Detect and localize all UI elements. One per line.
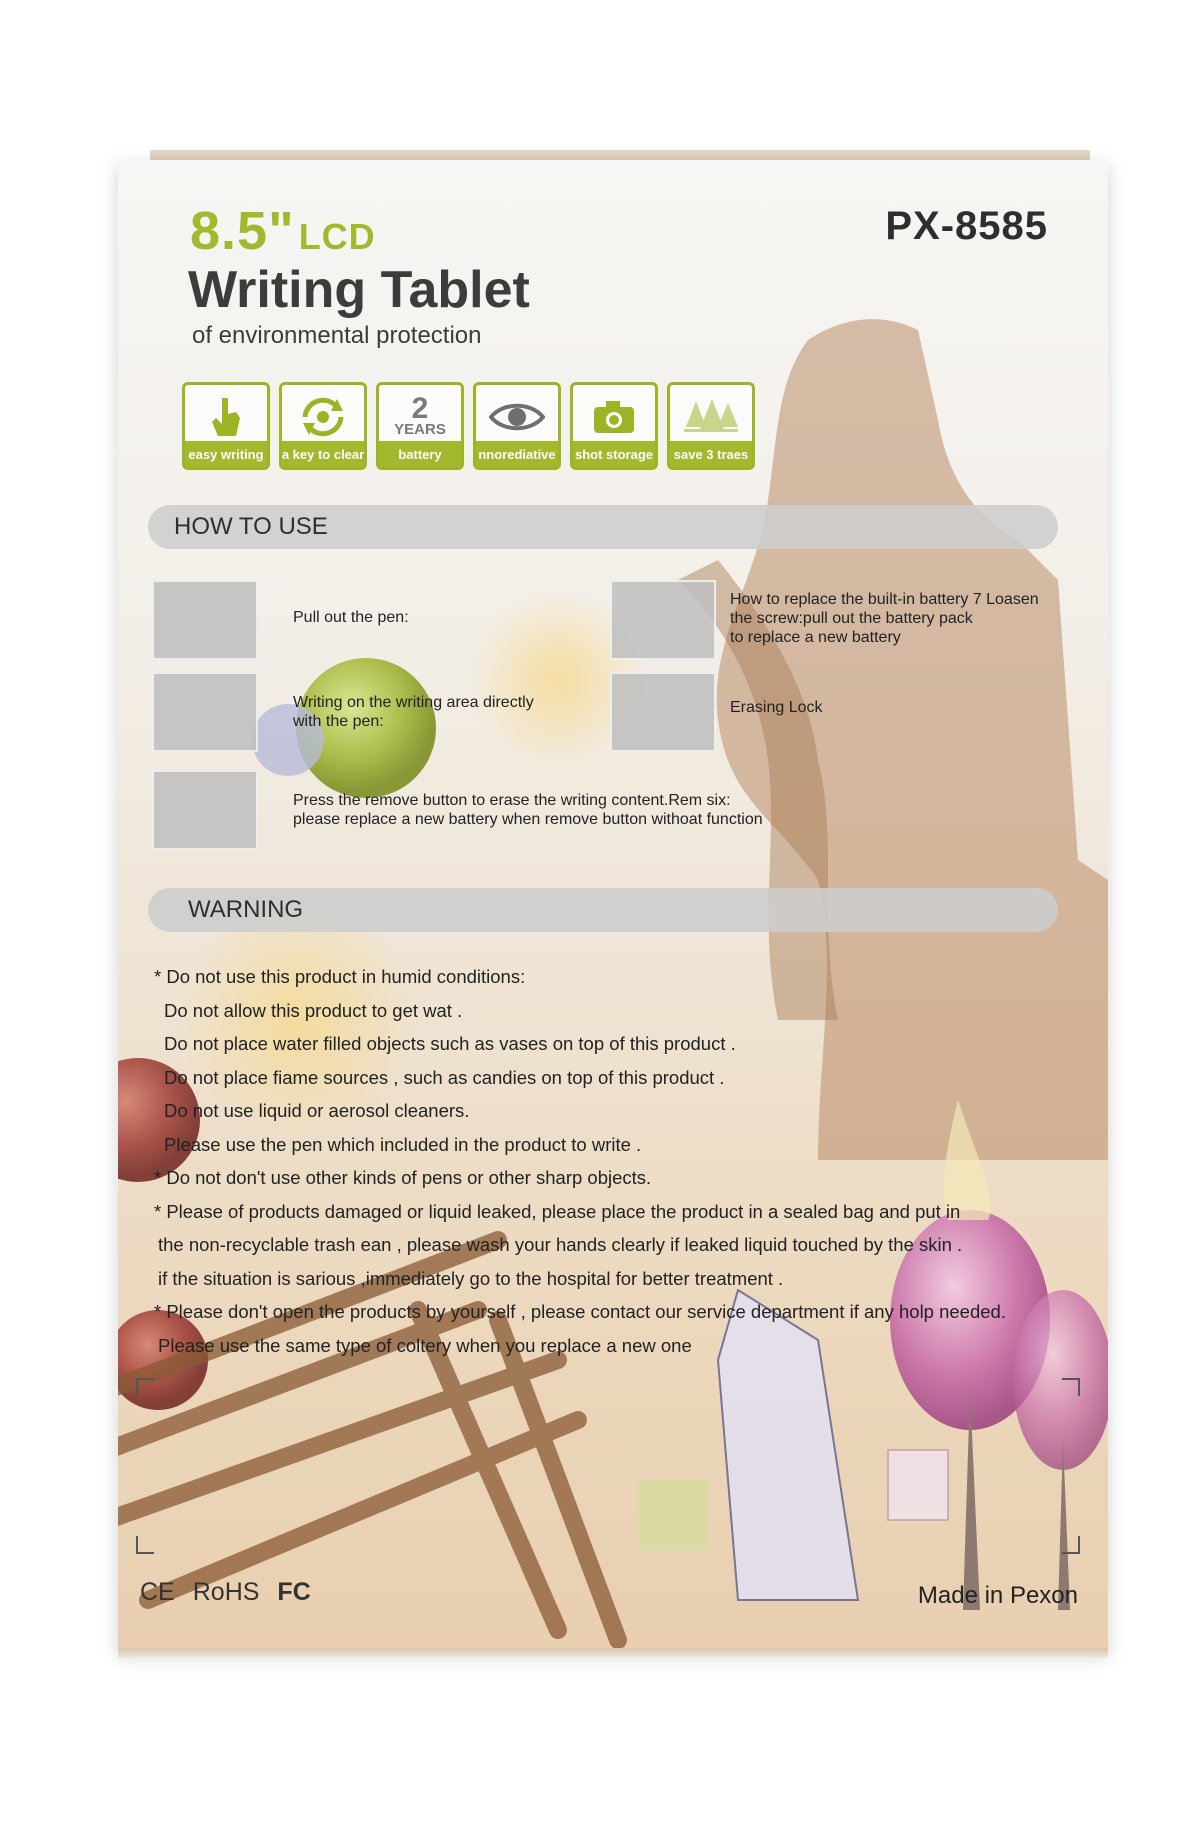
battery-years-number: 2 (411, 392, 429, 425)
step-illustration (610, 580, 716, 660)
step-erase (293, 791, 763, 829)
warning-line: the non-recyclable trash ean , please wash your hands clearly if leaked liquid touched by the skin . (158, 1234, 963, 1255)
warning-line: Do not place water filled objects such as vases on top of this product . (164, 1033, 736, 1054)
screen-size-value: 8.5 (190, 201, 269, 261)
inch-mark: " (268, 201, 295, 261)
battery-years-icon (379, 391, 461, 443)
step-text: the screw:pull out the battery pack (730, 610, 973, 627)
trees-icon (670, 391, 752, 443)
refresh-icon (282, 391, 364, 443)
model-number: PX-8585 (885, 204, 1048, 248)
warning-line: * Please don't open the products by yourself , please contact our service department if any holp needed. (154, 1301, 1006, 1322)
battery-years-text: YEARS (394, 421, 446, 438)
product-box-back (118, 160, 1108, 1650)
step-text: Pull out the pen: (293, 609, 409, 626)
feature-label: battery (379, 441, 461, 467)
product-subtitle: of environmental protection (192, 322, 482, 349)
eye-icon (476, 391, 558, 443)
feature-easy-writing (182, 382, 270, 470)
step-illustration (152, 580, 258, 660)
how-to-use-heading: HOW TO USE (148, 505, 1058, 549)
warning-line: Please use the same type of coltery when you replace a new one (158, 1334, 692, 1356)
crop-mark (1062, 1378, 1080, 1396)
fc-mark: FC (277, 1578, 311, 1606)
step-illustration (152, 672, 258, 752)
crop-mark (136, 1536, 154, 1554)
step-writing (293, 693, 534, 731)
screen-type: LCD (298, 216, 376, 257)
certification-marks (140, 1578, 311, 1607)
warning-line: * Please of products damaged or liquid leaked, please place the product in a sealed bag and put in (154, 1200, 961, 1222)
step-text: Erasing Lock (730, 699, 823, 716)
step-pull-out-pen (293, 608, 409, 627)
made-in-label: Made in Pexon (917, 1582, 1078, 1609)
feature-key-to-clear (279, 382, 367, 470)
rohs-mark: RoHS (192, 1578, 260, 1606)
warning-line: * Do not use this product in humid conditions: (154, 966, 526, 987)
step-text: Writing on the writing area directly (293, 694, 534, 711)
step-text: please replace a new battery when remove button withoat function (293, 811, 763, 828)
ce-mark: CE (140, 1578, 175, 1606)
feature-battery (376, 382, 464, 470)
step-illustration (152, 770, 258, 850)
screen-size-heading (190, 200, 376, 262)
crop-mark (1062, 1536, 1080, 1554)
camera-icon (573, 391, 655, 443)
step-text: with the pen: (293, 713, 384, 730)
warning-line: if the situation is sarious ,immediately go to the hospital for better treatment . (158, 1267, 784, 1289)
feature-label: save 3 traes (670, 441, 752, 467)
warning-line: Do not allow this product to get wat . (164, 999, 463, 1021)
warning-list (154, 960, 1084, 1362)
crop-mark (136, 1378, 154, 1396)
feature-non-radiative (473, 382, 561, 470)
step-text: Press the remove button to erase the writing content.Rem six: (293, 792, 731, 809)
warning-line: Please use the pen which included in the product to write . (164, 1133, 642, 1155)
warning-heading: WARNING (148, 888, 1058, 932)
feature-label: nnorediative (476, 441, 558, 467)
step-text: to replace a new battery (730, 629, 901, 646)
step-erasing-lock (730, 698, 823, 717)
feature-label: shot storage (573, 441, 655, 467)
feature-label: easy writing (185, 441, 267, 467)
feature-shot-storage (570, 382, 658, 470)
product-title: Writing Tablet (188, 261, 530, 319)
feature-save-trees (667, 382, 755, 470)
step-replace-battery (730, 590, 1039, 647)
feature-label: a key to clear (282, 441, 364, 467)
hand-icon (185, 391, 267, 443)
warning-line: Do not place fiame sources , such as candies on top of this product . (164, 1066, 725, 1088)
step-text: How to replace the built-in battery 7 Loasen (730, 591, 1039, 608)
warning-line: Do not use liquid or aerosol cleaners. (164, 1100, 470, 1121)
step-illustration (610, 672, 716, 752)
warning-line: * Do not don't use other kinds of pens or other sharp objects. (154, 1167, 652, 1188)
box-bottom-edge (118, 1648, 1108, 1658)
feature-icons-row (182, 382, 755, 470)
